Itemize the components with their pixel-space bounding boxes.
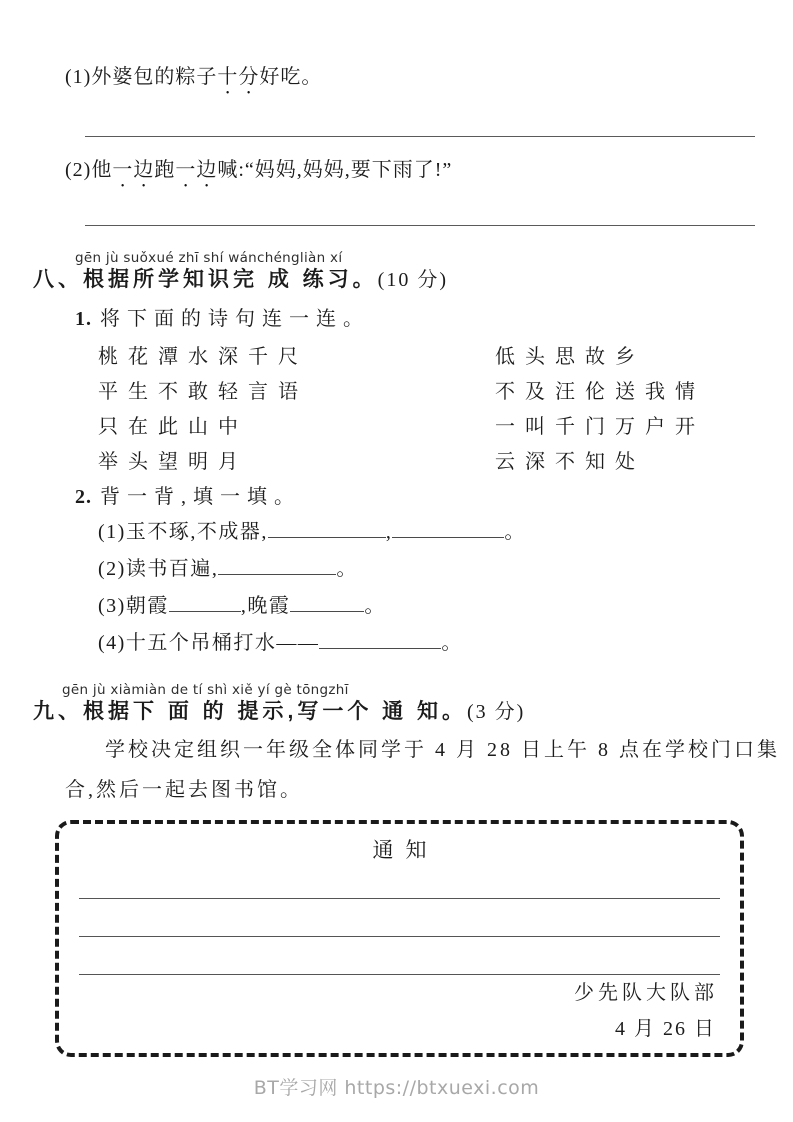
notice-box [55, 820, 744, 1057]
poem-matching-left-column [98, 340, 495, 480]
poem-line-left: 平生不敢轻言语 [98, 381, 308, 403]
item-1-text: 将下面的诗句连一连。 [100, 308, 370, 330]
item-1-title [75, 304, 793, 334]
notice-prompt-line: 学校决定组织一年级全体同学于 4 月 28 日上午 8 点在学校门口集 [105, 739, 780, 761]
text-segment: (2)他 [65, 159, 113, 181]
sentence-1 [65, 62, 793, 99]
answer-blank [268, 522, 386, 538]
fill-line-3 [98, 588, 793, 625]
notice-write-line [79, 936, 720, 937]
section-8-pinyin: gēn jù suǒxué zhī shí wánchéngliàn xí [75, 250, 343, 266]
notice-prompt [65, 730, 780, 810]
text-segment: 。 [336, 558, 358, 580]
section-8-heading [33, 266, 793, 294]
emphasized-text: 一边 [112, 159, 155, 181]
notice-write-line [79, 898, 720, 899]
section-9-heading [33, 698, 793, 726]
text-segment: (2)读书百遍, [98, 558, 219, 580]
answer-line-2 [85, 225, 755, 226]
notice-date: 4 月 26 日 [615, 1018, 716, 1040]
item-1-number: 1. [75, 308, 92, 330]
emphasized-text: 一边 [175, 159, 218, 181]
answer-blank [218, 559, 336, 575]
answer-blank [290, 596, 364, 612]
answer-blank [392, 522, 504, 538]
answer-blank [319, 633, 441, 649]
notice-write-line [79, 974, 720, 975]
text-segment: 喊:“妈妈,妈妈,要下雨了!” [217, 159, 453, 181]
notice-signature: 少先队大队部 [574, 982, 718, 1004]
section-9-title: 九、根据下 面 的 提示,写一个 通 知。 [33, 700, 468, 723]
poem-line-right: 不及汪伦送我情 [495, 381, 705, 403]
fill-line-4 [98, 625, 793, 662]
answer-blank [169, 596, 241, 612]
notice-writing-area [79, 898, 720, 975]
item-2-number: 2. [75, 486, 92, 508]
poem-line-left: 只在此山中 [98, 416, 248, 438]
poem-matching-right-column [495, 340, 705, 480]
item-2-text: 背一背,填一填。 [100, 486, 301, 508]
section-8-title: 八、根据所学知识完 成 练习。 [33, 268, 378, 291]
sentence-2 [65, 155, 793, 192]
text-segment: 。 [364, 595, 386, 617]
poem-line-left: 举头望明月 [98, 451, 248, 473]
text-segment: ,晚霞 [240, 595, 291, 617]
text-segment: 好吃。 [259, 66, 323, 88]
poem-line-left: 桃花潭水深千尺 [98, 346, 308, 368]
text-segment: (1)外婆包的粽子 [65, 66, 218, 88]
item-2-title [75, 482, 793, 512]
text-segment: (4)十五个吊桶打水—— [98, 632, 320, 654]
poem-matching [98, 340, 793, 480]
footer-watermark: BT学习网 https://btxuexi.com [253, 1077, 540, 1099]
text-segment: , [385, 521, 393, 543]
text-segment: 。 [504, 521, 526, 543]
section-9-score: (3 分) [467, 701, 526, 723]
poem-line-right: 低头思故乡 [495, 346, 645, 368]
answer-line-1 [85, 136, 755, 137]
fill-in-blanks [98, 514, 793, 662]
text-segment: 跑 [154, 159, 176, 181]
text-segment: (1)玉不琢,不成器, [98, 521, 268, 543]
fill-line-2 [98, 551, 793, 588]
text-segment: (3)朝霞 [98, 595, 169, 617]
notice-title: 通知 [372, 838, 439, 862]
notice-prompt-line: 合,然后一起去图书馆。 [65, 779, 303, 801]
fill-line-1 [98, 514, 793, 551]
text-segment: 。 [441, 632, 463, 654]
section-8-score: (10 分) [377, 269, 448, 291]
section-9-pinyin: gēn jù xiàmiàn de tí shì xiě yí gè tōngzhī [62, 682, 349, 698]
poem-line-right: 云深不知处 [495, 451, 645, 473]
poem-line-right: 一叫千门万户开 [495, 416, 705, 438]
emphasized-text: 十分 [217, 66, 260, 88]
